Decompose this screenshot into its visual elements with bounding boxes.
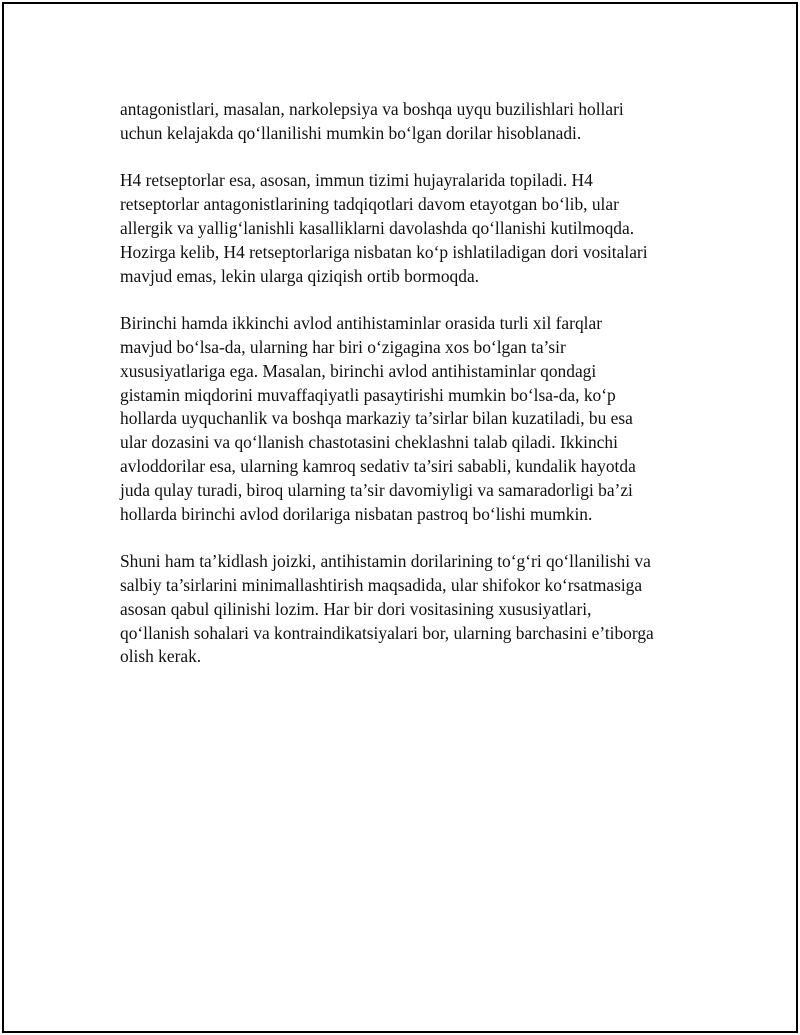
text-line: mavjud emas, lekin ularga qiziqish ortib bormoqda. bbox=[120, 265, 480, 286]
document-body bbox=[120, 98, 700, 693]
document-page bbox=[2, 2, 798, 1033]
text-line: olish kerak. bbox=[120, 646, 202, 667]
paragraph-4 bbox=[120, 550, 700, 669]
text-line: juda qulay turadi, biroq ularning ta’sir davomiyligi va samaradorligi ba’zi bbox=[120, 479, 633, 500]
text-line: allergik va yallig‘lanishli kasalliklarni davolashda qo‘llanishi kutilmoqda. bbox=[120, 217, 635, 238]
paragraph-3 bbox=[120, 312, 700, 526]
text-line: mavjud bo‘lsa-da, ularning har biri o‘zigagina xos bo‘lgan ta’sir bbox=[120, 336, 566, 357]
text-line: retseptorlar antagonistlarining tadqiqotlari davom etayotgan bo‘lib, ular bbox=[120, 194, 619, 215]
text-line: hollarda birinchi avlod dorilariga nisbatan pastroq bo‘lishi mumkin. bbox=[120, 503, 593, 524]
text-line: asosan qabul qilinishi lozim. Har bir dori vositasining xususiyatlari, bbox=[120, 598, 592, 619]
text-line: Birinchi hamda ikkinchi avlod antihistaminlar orasida turli xil farqlar bbox=[120, 313, 602, 334]
paragraph-1 bbox=[120, 98, 700, 146]
text-line: avloddorilar esa, ularning kamroq sedativ ta’siri sababli, kundalik hayotda bbox=[120, 455, 636, 476]
text-line: H4 retseptorlar esa, asosan, immun tizimi hujayralarida topiladi. H4 bbox=[120, 170, 593, 191]
text-line: salbiy ta’sirlarini minimallashtirish maqsadida, ular shifokor ko‘rsatmasiga bbox=[120, 574, 643, 595]
text-line: uchun kelajakda qo‘llanilishi mumkin bo‘lgan dorilar hisoblanadi. bbox=[120, 122, 582, 143]
text-line: xususiyatlariga ega. Masalan, birinchi avlod antihistaminlar qondagi bbox=[120, 360, 597, 381]
text-line: Hozirga kelib, H4 retseptorlariga nisbatan ko‘p ishlatiladigan dori vositalari bbox=[120, 241, 648, 262]
text-line: gistamin miqdorini muvaffaqiyatli pasaytirishi mumkin bo‘lsa-da, ko‘p bbox=[120, 384, 616, 405]
text-line: antagonistlari, masalan, narkolepsiya va boshqa uyqu buzilishlari hollari bbox=[120, 99, 624, 119]
paragraph-2 bbox=[120, 169, 700, 288]
text-line: ular dozasini va qo‘llanish chastotasini cheklashni talab qiladi. Ikkinchi bbox=[120, 432, 618, 453]
text-line: qo‘llanish sohalari va kontraindikatsiyalari bor, ularning barchasini e’tiborga bbox=[120, 622, 654, 643]
text-line: Shuni ham ta’kidlash joizki, antihistamin dorilarining to‘g‘ri qo‘llanilishi va bbox=[120, 551, 651, 572]
text-line: hollarda uyquchanlik va boshqa markaziy ta’sirlar bilan kuzatiladi, bu esa bbox=[120, 408, 633, 429]
